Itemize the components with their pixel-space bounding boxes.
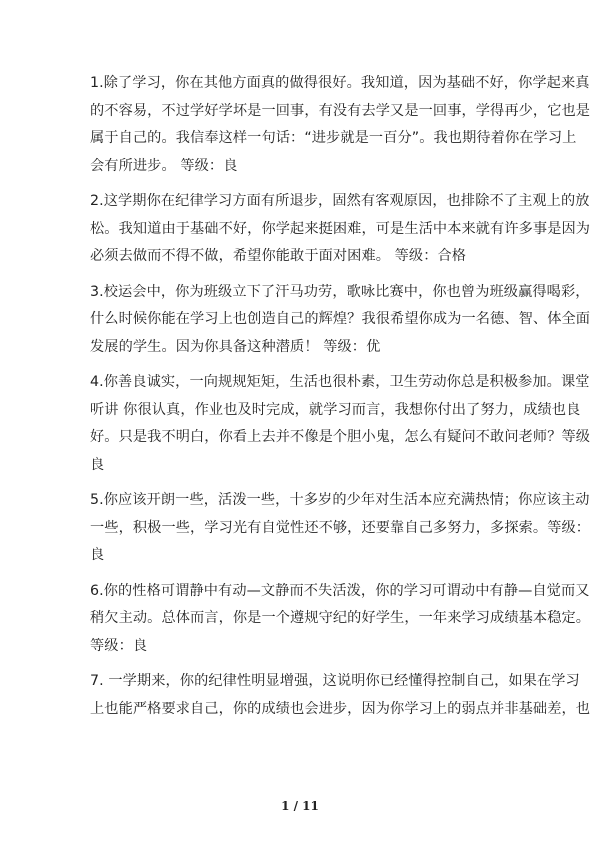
paragraph-line: 3.校运会中，你为班级立下了汗马功劳，歌咏比赛中，你也曾为班级赢得喝彩， <box>90 283 590 300</box>
paragraph-line: 的不容易，不过学好学坏是一回事，有没有去学又是一回事，学得再少，它也是 <box>90 102 591 119</box>
paragraph-line: 5.你应该开朗一些，活泼一些，十多岁的少年对生活本应充满热情；你应该主动 <box>90 492 590 508</box>
paragraph-line: 会有所进步。 等级：良 <box>90 157 238 174</box>
paragraph-line: 松。我知道由于基础不好，你学起来挺困难，可是生活中本来就有许多事是因为 <box>90 220 591 237</box>
paragraph-line: 一些，积极一些，学习光有自觉性还不够，还要靠自己多努力，多探索。等级： <box>90 519 591 536</box>
paragraph-line: 1.除了学习，你在其他方面真的做得很好。我知道，因为基础不好，你学起来真 <box>90 75 590 91</box>
paragraph-line: 4.你善良诚实，一向规规矩矩，生活也很朴素，卫生劳动你总是积极参加。课堂 <box>90 374 590 390</box>
paragraph-line: 良 <box>90 456 105 473</box>
page-number: 1 / 11 <box>281 799 319 813</box>
paragraph-line: 上也能严格要求自己，你的成绩也会进步，因为你学习上的弱点并非基础差，也 <box>90 700 591 717</box>
paragraph-line: 必须去做而不得不做，希望你能敢于面对困难。 等级：合格 <box>90 248 467 264</box>
comment-paragraph-2 <box>90 188 591 271</box>
paragraph-line: 6.你的性格可谓静中有动—文静而不失活泼，你的学习可谓动中有静—自觉而又 <box>90 582 590 599</box>
comment-paragraph-7 <box>90 668 591 723</box>
paragraph-line: 发展的学生。因为你具备这种潜质！ 等级：优 <box>90 338 381 355</box>
paragraph-line: 什么时候你能在学习上也创造自己的辉煌？我很希望你成为一名德、智、体全面 <box>90 311 591 327</box>
comment-paragraph-6 <box>90 578 591 661</box>
paragraph-line: 好。只是我不明白，你看上去并不像是个胆小鬼，怎么有疑问不敢问老师？等级 <box>90 429 591 445</box>
paragraph-line: 2.这学期你在纪律学习方面有所退步，固然有客观原因，也排除不了主观上的放 <box>90 193 590 209</box>
comment-paragraph-5 <box>90 487 591 570</box>
paragraph-line: 等级：良 <box>90 637 148 654</box>
paragraph-line: 稍欠主动。总体而言，你是一个遵规守纪的好学生，一年来学习成绩基本稳定。 <box>90 610 591 626</box>
document-body <box>90 70 591 731</box>
paragraph-line: 属于自己的。我信奉这样一句话：“进步就是一百分”。我也期待着你在学习上 <box>90 130 577 146</box>
comment-paragraph-3 <box>90 279 591 362</box>
comment-paragraph-1 <box>90 70 591 180</box>
comment-paragraph-4 <box>90 369 591 479</box>
paragraph-line: 7. 一学期来，你的纪律性明显增强，这说明你已经懂得控制自己，如果在学习 <box>90 673 580 689</box>
paragraph-line: 听讲 你很认真，作业也及时完成，就学习而言，我想你付出了努力，成绩也良 <box>90 401 581 418</box>
paragraph-line: 良 <box>90 547 105 563</box>
